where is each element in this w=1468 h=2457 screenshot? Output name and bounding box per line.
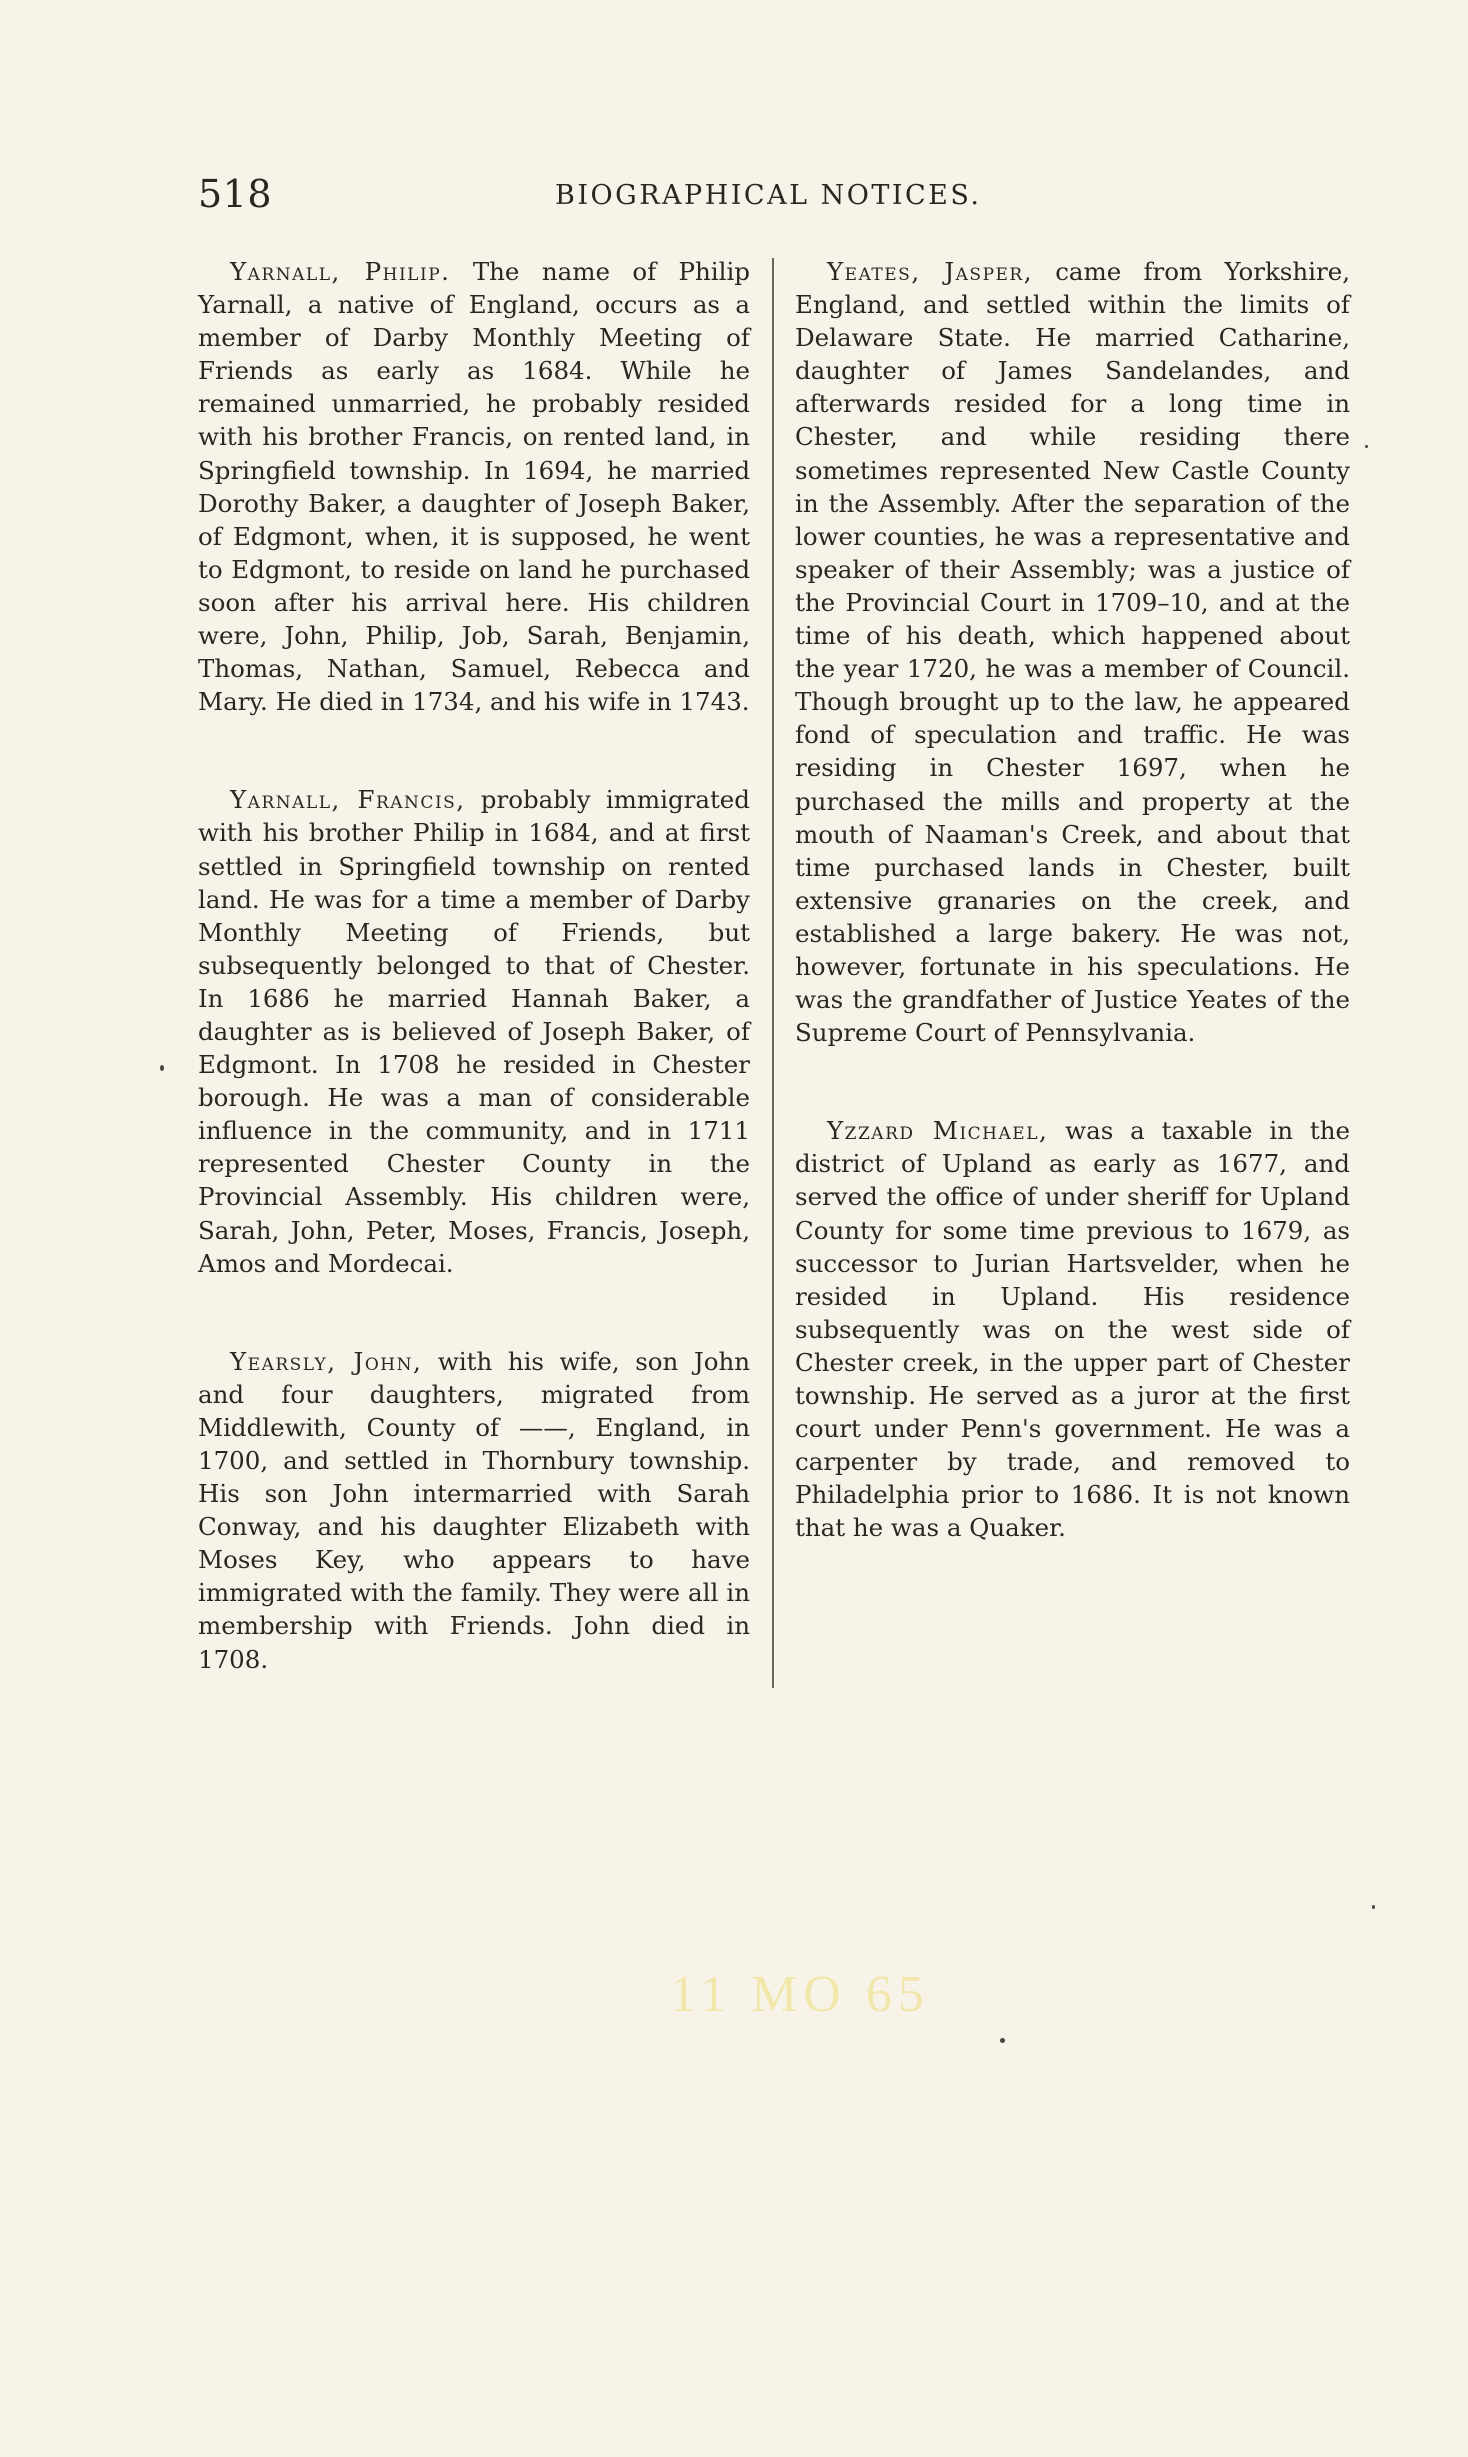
entry-name: Yearsly, John, xyxy=(230,1346,423,1376)
entry-text: The name of Philip Yarnall, a native of England, occurs as a member of Darby Monthly Meeting of Friends as early as 1684. While he remained unmarried, he probably resided with his brother Francis, on rented land, in Springfield township. In 1694, he married Dorothy Baker, a daughter of Joseph Baker, of Edgmont, when, it is supposed, he went to Edgmont, to reside on land he purchased soon after his arrival here. His children were, John, Philip, Job, Sarah, Benjamin, Thomas, Nathan, Samuel, Rebecca and Mary. He died in 1734, and his wife in 1743. xyxy=(198,257,750,717)
ink-speck xyxy=(1000,2038,1005,2043)
running-head: BIOGRAPHICAL NOTICES. xyxy=(555,180,982,211)
entry-yarnall-francis xyxy=(198,783,750,1279)
entry-yearsly-john xyxy=(198,1345,750,1676)
left-column xyxy=(198,255,750,1741)
entry-text: was a taxable in the district of Upland as early as 1677, and served the office of under sheriff for Upland County for some time previous to 1679, as successor to Jurian Hartsvelder, when he resided in Upland. His residence subsequently was on the west side of Chester creek, in the upper part of Chester township. He served as a juror at the first court under Penn's government. He was a carpenter by trade, and removed to Philadelphia prior to 1686. It is not known that he was a Quaker. xyxy=(795,1116,1350,1543)
entry-yeates-jasper xyxy=(795,255,1350,1049)
entry-text: with his wife, son John and four daughters, migrated from Middlewith, County of ——, England, in 1700, and settled in Thornbury township. His son John intermarried with Sarah Conway, and his daughter Elizabeth with Moses Key, who appears to have immigrated with the family. They were all in membership with Friends. John died in 1708. xyxy=(198,1346,751,1674)
ink-speck xyxy=(1365,445,1368,448)
page-number: 518 xyxy=(198,172,273,216)
entry-yzzard-michael xyxy=(795,1114,1350,1544)
entry-yarnall-philip xyxy=(198,255,750,718)
entry-name: Yeates, Jasper, xyxy=(827,257,1033,286)
library-stamp: 11 MO 65 xyxy=(670,1966,930,2023)
entry-text: came from Yorkshire, England, and settled within the limits of Delaware State. He married Catharine, daughter of James Sandelandes, and afterwards resided for a long time in Chester, and while residing there sometimes represented New Castle County in the Assembly. After the separation of the lower counties, he was a representative and speaker of their Assembly; was a justice of the Provincial Court in 1709–10, and at the time of his death, which happened about the year 1720, he was a member of Council. Though brought up to the law, he appeared fond of speculation and traffic. He was residing in Chester 1697, when he purchased the mills and property at the mouth of Naaman's Creek, and about that time purchased lands in Chester, built extensive granaries on the creek, and established a large bakery. He was not, however, fortunate in his speculations. He was the grandfather of Justice Yeates of the Supreme Court of Pennsylvania. xyxy=(795,257,1350,1048)
column-divider xyxy=(772,258,774,1688)
ink-speck xyxy=(160,1065,164,1071)
ink-speck xyxy=(1372,1905,1375,1909)
entry-name: Yarnall, Philip. xyxy=(230,257,451,286)
right-column xyxy=(795,255,1350,1609)
entry-name: Yarnall, Francis, xyxy=(230,785,466,815)
entry-name: Yzzard Michael, xyxy=(827,1116,1049,1146)
entry-text: probably immigrated with his brother Philip in 1684, and at first settled in Springfield township on rented land. He was for a time a member of Darby Monthly Meeting of Friends, but subsequently belonged to that of Chester. In 1686 he married Hannah Baker, a daughter as is believed of Joseph Baker, of Edgmont. In 1708 he resided in Chester borough. He was a man of considerable influence in the community, and in 1711 represented Chester County in the Provincial Assembly. His children were, Sarah, John, Peter, Moses, Francis, Joseph, Amos and Mordecai. xyxy=(198,785,750,1278)
